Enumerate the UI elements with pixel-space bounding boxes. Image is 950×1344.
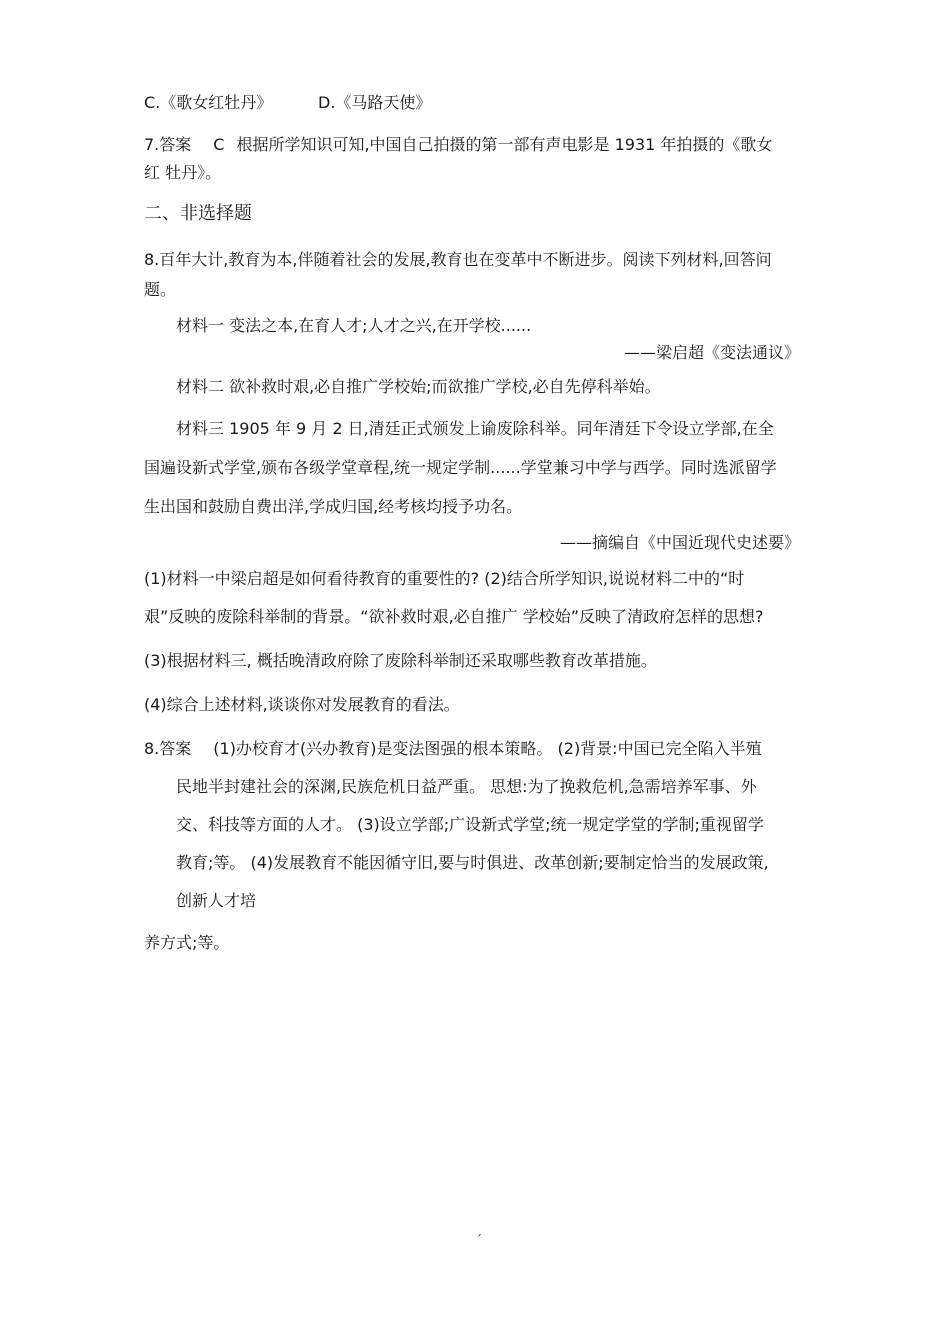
q8-answer-label: 8.答案: [144, 739, 192, 758]
q8-answer-line-2: 民地半封建社会的深渊,民族危机日益严重。 思想:为了挽救危机,急需培养军事、外: [176, 777, 757, 796]
material-1: 材料一 变法之本,在育人才;人才之兴,在开学校......: [176, 316, 532, 335]
material-3-source: ——摘编自《中国近现代史述要》: [559, 533, 800, 552]
sub-question-3: (3)根据材料三, 概括晚清政府除了废除科举制还采取哪些教育改革措施。: [144, 651, 657, 670]
section-title: 二、非选择题: [144, 203, 252, 224]
q8-stem-line-1: 8.百年大计,教育为本,伴随着社会的发展,教育也在变革中不断进步。阅读下列材料,回答问: [144, 250, 772, 269]
q7-answer-text: 根据所学知识可知,中国自己拍摄的第一部有声电影是 1931 年拍摄的《歌女: [236, 135, 773, 154]
q8-answer-line-1: [144, 738, 762, 760]
footer-mark: ´: [476, 1233, 482, 1247]
q8-answer-line-6: 养方式;等。: [144, 933, 230, 952]
q8-answer-line-4: 教育;等。 (4)发展教育不能因循守旧,要与时俱进、改革创新;要制定恰当的发展政策,: [176, 853, 769, 872]
q8-stem-line-2: 题。: [144, 280, 177, 299]
material-3-line-2: 国遍设新式学堂,颁布各级学堂章程,统一规定学制......学堂兼习中学与西学。同时选派留学: [144, 458, 777, 477]
material-1-source: ——梁启超《变法通议》: [623, 343, 800, 362]
q7-option-c: C.《歌女红牡丹》: [144, 93, 273, 112]
sub-question-1-2-line-1: (1)材料一中梁启超是如何看待教育的重要性的? (2)结合所学知识,说说材料二中的“时: [144, 569, 745, 588]
q7-answer-label: 7.答案: [144, 135, 192, 154]
material-3-line-1: 材料三 1905 年 9 月 2 日,清廷正式颁发上谕废除科举。同年清廷下令设立学部,在全: [176, 419, 774, 438]
q7-answer-line-2: 红 牡丹》。: [144, 163, 222, 182]
sub-question-4: (4)综合上述材料,谈谈你对发展教育的看法。: [144, 695, 460, 714]
q8-answer-text-1: (1)办校育才(兴办教育)是变法图强的根本策略。 (2)背景:中国已完全陷入半殖: [213, 739, 762, 758]
q8-answer-line-3: 交、科技等方面的人才。 (3)设立学部;广设新式学堂;统一规定学堂的学制;重视留学: [176, 815, 764, 834]
q8-answer-line-5: 创新人才培: [176, 891, 257, 910]
material-3-line-3: 生出国和鼓励自费出洋,学成归国,经考核均授予功名。: [144, 497, 523, 516]
q7-answer-line-1: [144, 134, 772, 156]
q7-option-d: D.《马路天使》: [318, 93, 432, 112]
material-2: 材料二 欲补救时艰,必自推广学校始;而欲推广学校,必自先停科举始。: [176, 377, 661, 396]
q7-answer-letter: C: [213, 135, 225, 154]
sub-question-1-2-line-2: 艰”反映的废除科举制的背景。“欲补救时艰,必自推广 学校始”反映了清政府怎样的思想?: [144, 607, 764, 626]
